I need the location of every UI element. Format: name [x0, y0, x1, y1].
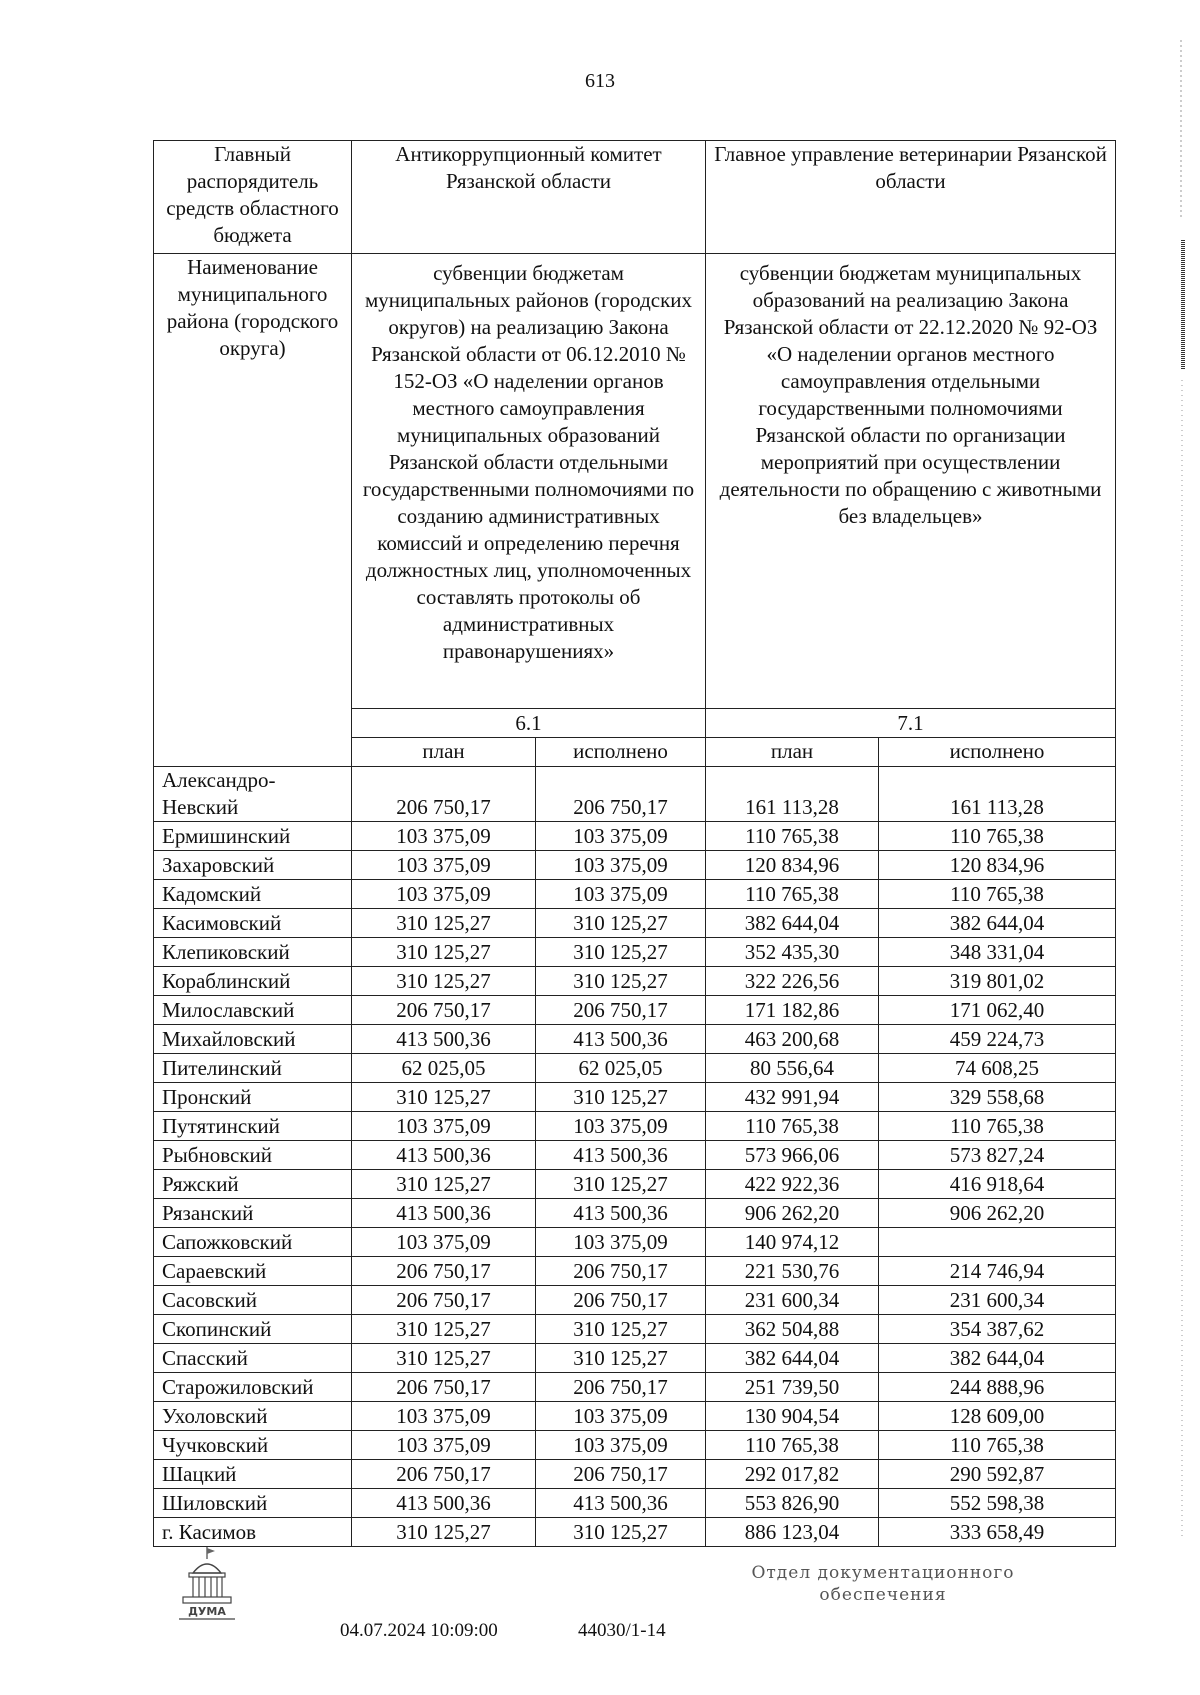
done-7-1-value: 552 598,38 — [879, 1489, 1116, 1518]
header-subvention-152: субвенции бюджетам муниципальных районов (городских округов) на реализацию Закона Рязанской области от 06.12.2010 № 152-ОЗ «О наделении органов местного самоуправления муниципальных образований Рязанской области отдельными государственными полномочиями по созданию административных комиссий и определению перечня должностных лиц, уполномоченных составлять протоколы об административных правонарушениях» — [352, 254, 706, 709]
municipality-name: Сараевский — [154, 1257, 352, 1286]
municipality-name: Захаровский — [154, 851, 352, 880]
done-6-1-value: 206 750,17 — [536, 1373, 706, 1402]
done-7-1-value: 244 888,96 — [879, 1373, 1116, 1402]
footer-datetime: 04.07.2024 10:09:00 — [340, 1620, 498, 1641]
plan-7-1-value: 553 826,90 — [706, 1489, 879, 1518]
done-7-1-value: 906 262,20 — [879, 1199, 1116, 1228]
plan-6-1-value: 413 500,36 — [352, 1141, 536, 1170]
municipality-name: Пителинский — [154, 1054, 352, 1083]
plan-7-1-value: 322 226,56 — [706, 967, 879, 996]
plan-6-1-value: 310 125,27 — [352, 1083, 536, 1112]
municipality-name: Чучковский — [154, 1431, 352, 1460]
municipality-name: Кадомский — [154, 880, 352, 909]
done-7-1-value: 416 918,64 — [879, 1170, 1116, 1199]
scan-edge-marks — [1178, 40, 1186, 1540]
table-row — [154, 1315, 1116, 1344]
table-row — [154, 851, 1116, 880]
plan-7-1-value: 80 556,64 — [706, 1054, 879, 1083]
table-row — [154, 1025, 1116, 1054]
table-row — [154, 909, 1116, 938]
table-row — [154, 1170, 1116, 1199]
done-6-1-value: 310 125,27 — [536, 1170, 706, 1199]
plan-7-1-value: 110 765,38 — [706, 1112, 879, 1141]
plan-6-1-value: 310 125,27 — [352, 1518, 536, 1547]
plan-7-1-value: 171 182,86 — [706, 996, 879, 1025]
plan-7-1-value: 130 904,54 — [706, 1402, 879, 1431]
municipality-name: Старожиловский — [154, 1373, 352, 1402]
page-number: 613 — [585, 70, 615, 92]
done-6-1-value: 103 375,09 — [536, 1228, 706, 1257]
done-7-1-value: 382 644,04 — [879, 909, 1116, 938]
table-row — [154, 1402, 1116, 1431]
table-row — [154, 938, 1116, 967]
municipality-name: Шацкий — [154, 1460, 352, 1489]
municipality-name: Пронский — [154, 1083, 352, 1112]
code-6-1: 6.1 — [352, 709, 706, 738]
municipality-name: Рыбновский — [154, 1141, 352, 1170]
header-distributor-label: Главный распорядитель средств областного бюджета — [154, 141, 352, 254]
plan-6-1-value: 206 750,17 — [352, 1257, 536, 1286]
done-7-1-value: 319 801,02 — [879, 967, 1116, 996]
plan-6-1-value: 206 750,17 — [352, 1373, 536, 1402]
header-municipality-label: Наименование муниципального района (городского округа) — [154, 254, 352, 767]
done-6-1-value: 413 500,36 — [536, 1199, 706, 1228]
table-row — [154, 967, 1116, 996]
plan-6-1-value: 310 125,27 — [352, 938, 536, 967]
municipality-name: Сапожковский — [154, 1228, 352, 1257]
done-7-1-value: 329 558,68 — [879, 1083, 1116, 1112]
plan-7-1-value: 292 017,82 — [706, 1460, 879, 1489]
done-6-1-value: 206 750,17 — [536, 1286, 706, 1315]
done-6-1-value: 413 500,36 — [536, 1141, 706, 1170]
done-6-1-value: 310 125,27 — [536, 967, 706, 996]
municipality-name: Клепиковский — [154, 938, 352, 967]
done-7-1-value: 110 765,38 — [879, 880, 1116, 909]
table-row — [154, 822, 1116, 851]
duma-building-logo-icon — [175, 1545, 239, 1625]
plan-6-1-value: 310 125,27 — [352, 1170, 536, 1199]
done-7-1-value: 231 600,34 — [879, 1286, 1116, 1315]
done-6-1-value: 310 125,27 — [536, 909, 706, 938]
plan-7-1-value: 906 262,20 — [706, 1199, 879, 1228]
done-6-1-value: 310 125,27 — [536, 1083, 706, 1112]
plan-7-1-value: 251 739,50 — [706, 1373, 879, 1402]
done-7-1-value: 354 387,62 — [879, 1315, 1116, 1344]
table-row — [154, 1344, 1116, 1373]
municipality-name: Михайловский — [154, 1025, 352, 1054]
done-7-1-value: 382 644,04 — [879, 1344, 1116, 1373]
table-row — [154, 1518, 1116, 1547]
done-7-1-value: 573 827,24 — [879, 1141, 1116, 1170]
done-6-1-value: 413 500,36 — [536, 1489, 706, 1518]
done-7-1-value: 128 609,00 — [879, 1402, 1116, 1431]
plan-6-1-value: 310 125,27 — [352, 1344, 536, 1373]
done-7-1-value: 459 224,73 — [879, 1025, 1116, 1054]
municipality-name: Ермишинский — [154, 822, 352, 851]
plan-6-1-value: 62 025,05 — [352, 1054, 536, 1083]
done-6-1-value: 206 750,17 — [536, 767, 706, 822]
header-subvention-92: субвенции бюджетам муниципальных образований на реализацию Закона Рязанской области от 22.12.2020 № 92-ОЗ «О наделении органов местного самоуправления отдельными государственными полномочиями Рязанской области по организации мероприятий при осуществлении деятельности по обращению с животными без владельцев» — [706, 254, 1116, 709]
plan-6-1-value: 413 500,36 — [352, 1199, 536, 1228]
plan-6-1-value: 413 500,36 — [352, 1025, 536, 1054]
done-7-1-value: 290 592,87 — [879, 1460, 1116, 1489]
done-6-1-value: 206 750,17 — [536, 1460, 706, 1489]
plan-6-1-value: 310 125,27 — [352, 967, 536, 996]
done-7-1-value: 110 765,38 — [879, 1112, 1116, 1141]
table-row — [154, 1286, 1116, 1315]
plan-label-2: план — [706, 738, 879, 767]
plan-6-1-value: 103 375,09 — [352, 1112, 536, 1141]
municipality-name: Путятинский — [154, 1112, 352, 1141]
code-7-1: 7.1 — [706, 709, 1116, 738]
plan-7-1-value: 120 834,96 — [706, 851, 879, 880]
plan-7-1-value: 463 200,68 — [706, 1025, 879, 1054]
table-row — [154, 880, 1116, 909]
plan-6-1-value: 206 750,17 — [352, 1286, 536, 1315]
table-row — [154, 1257, 1116, 1286]
table-row — [154, 767, 1116, 822]
done-6-1-value: 103 375,09 — [536, 1112, 706, 1141]
done-7-1-value: 214 746,94 — [879, 1257, 1116, 1286]
header-row-distributor — [154, 141, 1116, 254]
plan-7-1-value: 140 974,12 — [706, 1228, 879, 1257]
done-6-1-value: 310 125,27 — [536, 1518, 706, 1547]
table-row — [154, 1141, 1116, 1170]
plan-7-1-value: 382 644,04 — [706, 909, 879, 938]
plan-7-1-value: 432 991,94 — [706, 1083, 879, 1112]
municipality-name: Рязанский — [154, 1199, 352, 1228]
municipality-name: г. Касимов — [154, 1518, 352, 1547]
municipality-name: Кораблинский — [154, 967, 352, 996]
done-6-1-value: 103 375,09 — [536, 822, 706, 851]
done-6-1-value: 310 125,27 — [536, 1344, 706, 1373]
table-row — [154, 1054, 1116, 1083]
done-7-1-value: 110 765,38 — [879, 822, 1116, 851]
done-6-1-value: 103 375,09 — [536, 1431, 706, 1460]
done-7-1-value: 171 062,40 — [879, 996, 1116, 1025]
table-row — [154, 1373, 1116, 1402]
department-stamp: Отдел документационного обеспечения — [751, 1563, 1015, 1605]
plan-7-1-value: 362 504,88 — [706, 1315, 879, 1344]
header-veterinary-department: Главное управление ветеринарии Рязанской области — [706, 141, 1116, 254]
plan-6-1-value: 413 500,36 — [352, 1489, 536, 1518]
plan-7-1-value: 110 765,38 — [706, 822, 879, 851]
footer-doc-number: 44030/1-14 — [578, 1620, 666, 1641]
table-row — [154, 1199, 1116, 1228]
done-6-1-value: 62 025,05 — [536, 1054, 706, 1083]
budget-table — [153, 140, 1116, 1547]
plan-7-1-value: 161 113,28 — [706, 767, 879, 822]
plan-6-1-value: 103 375,09 — [352, 851, 536, 880]
plan-6-1-value: 103 375,09 — [352, 1431, 536, 1460]
plan-6-1-value: 206 750,17 — [352, 996, 536, 1025]
table-row — [154, 1431, 1116, 1460]
table-row — [154, 1228, 1116, 1257]
plan-6-1-value: 206 750,17 — [352, 767, 536, 822]
plan-label-1: план — [352, 738, 536, 767]
plan-7-1-value: 221 530,76 — [706, 1257, 879, 1286]
done-7-1-value: 348 331,04 — [879, 938, 1116, 967]
done-6-1-value: 206 750,17 — [536, 1257, 706, 1286]
municipality-name: Сасовский — [154, 1286, 352, 1315]
plan-7-1-value: 382 644,04 — [706, 1344, 879, 1373]
municipality-name: Ухоловский — [154, 1402, 352, 1431]
done-6-1-value: 413 500,36 — [536, 1025, 706, 1054]
done-7-1-value — [879, 1228, 1116, 1257]
done-label-2: исполнено — [879, 738, 1116, 767]
done-7-1-value: 74 608,25 — [879, 1054, 1116, 1083]
municipality-name: Касимовский — [154, 909, 352, 938]
table-row — [154, 1460, 1116, 1489]
done-6-1-value: 103 375,09 — [536, 851, 706, 880]
plan-7-1-value: 231 600,34 — [706, 1286, 879, 1315]
municipality-name: Скопинский — [154, 1315, 352, 1344]
done-label-1: исполнено — [536, 738, 706, 767]
done-6-1-value: 206 750,17 — [536, 996, 706, 1025]
done-7-1-value: 110 765,38 — [879, 1431, 1116, 1460]
municipality-name: Александро-Невский — [154, 767, 352, 822]
municipality-name: Ряжский — [154, 1170, 352, 1199]
done-7-1-value: 161 113,28 — [879, 767, 1116, 822]
municipality-name: Шиловский — [154, 1489, 352, 1518]
table-row — [154, 1489, 1116, 1518]
done-7-1-value: 120 834,96 — [879, 851, 1116, 880]
plan-7-1-value: 422 922,36 — [706, 1170, 879, 1199]
municipality-name: Милославский — [154, 996, 352, 1025]
plan-7-1-value: 110 765,38 — [706, 1431, 879, 1460]
header-row-description — [154, 254, 1116, 709]
done-6-1-value: 103 375,09 — [536, 1402, 706, 1431]
plan-7-1-value: 352 435,30 — [706, 938, 879, 967]
plan-6-1-value: 103 375,09 — [352, 1228, 536, 1257]
done-6-1-value: 310 125,27 — [536, 938, 706, 967]
plan-7-1-value: 886 123,04 — [706, 1518, 879, 1547]
table-row — [154, 1083, 1116, 1112]
done-6-1-value: 103 375,09 — [536, 880, 706, 909]
plan-6-1-value: 206 750,17 — [352, 1460, 536, 1489]
table-row — [154, 1112, 1116, 1141]
plan-6-1-value: 310 125,27 — [352, 1315, 536, 1344]
plan-6-1-value: 103 375,09 — [352, 880, 536, 909]
done-7-1-value: 333 658,49 — [879, 1518, 1116, 1547]
done-6-1-value: 310 125,27 — [536, 1315, 706, 1344]
plan-7-1-value: 110 765,38 — [706, 880, 879, 909]
header-anticorruption-committee: Антикоррупционный комитет Рязанской области — [352, 141, 706, 254]
plan-6-1-value: 103 375,09 — [352, 1402, 536, 1431]
municipality-name: Спасский — [154, 1344, 352, 1373]
plan-6-1-value: 310 125,27 — [352, 909, 536, 938]
table-row — [154, 996, 1116, 1025]
logo-text: ДУМА — [188, 1605, 226, 1618]
plan-6-1-value: 103 375,09 — [352, 822, 536, 851]
plan-7-1-value: 573 966,06 — [706, 1141, 879, 1170]
